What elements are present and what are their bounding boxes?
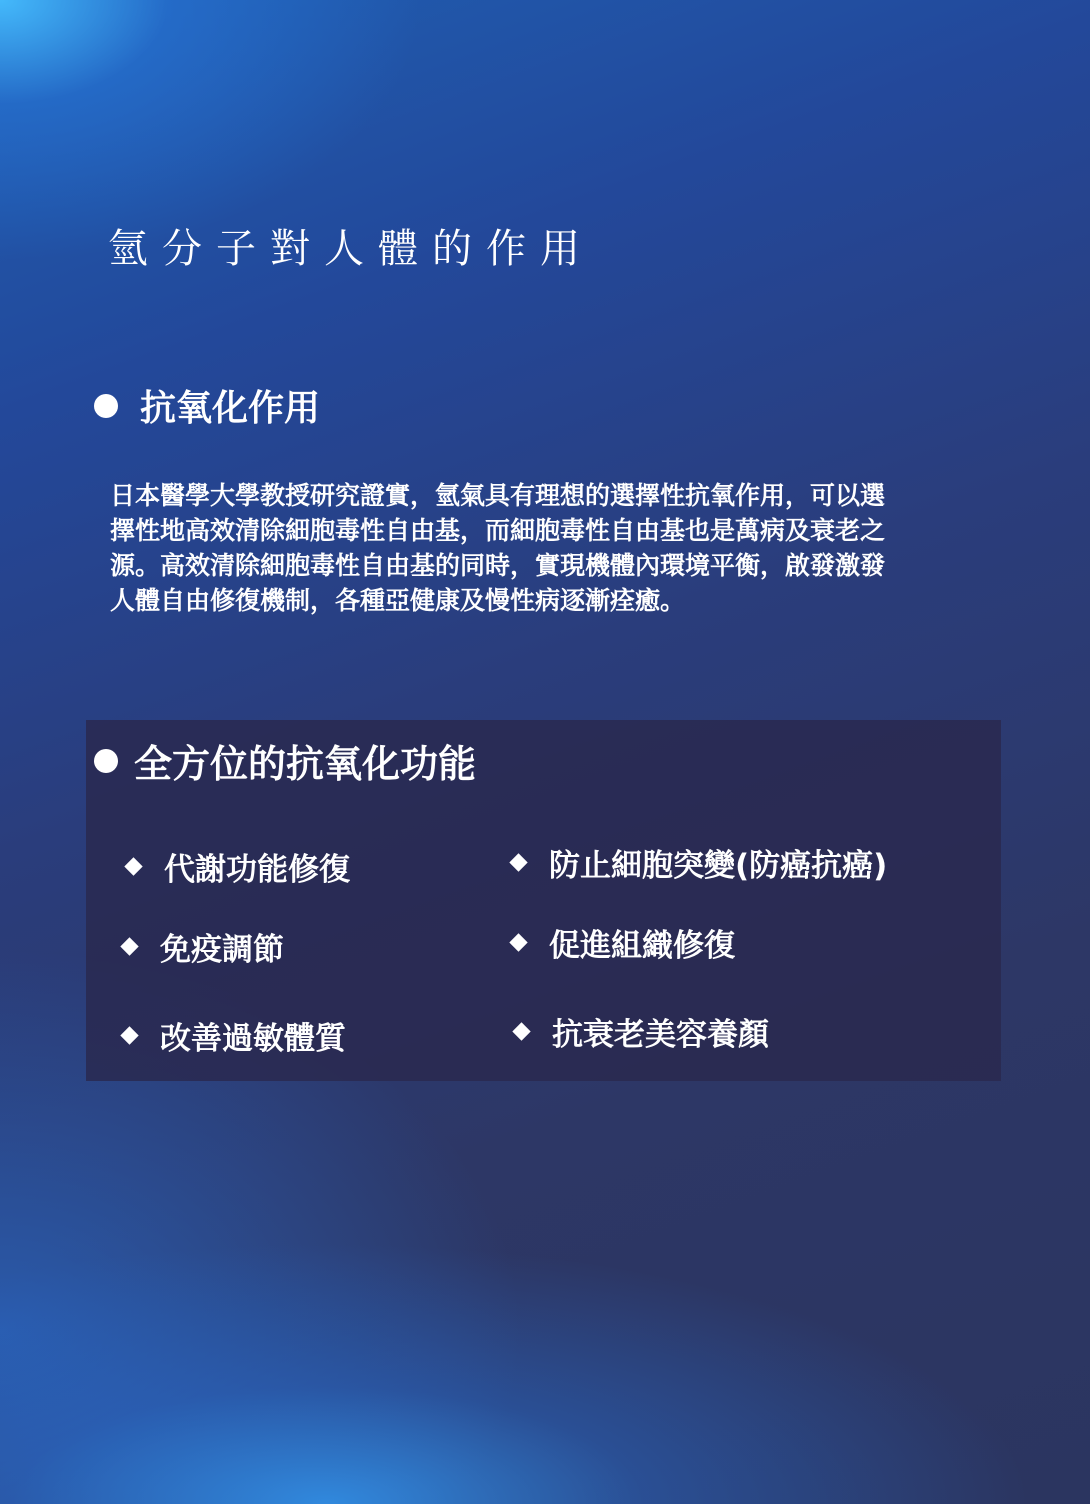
paragraph-line: 日本醫學大學教授研究證實，氫氣具有理想的選擇性抗氧作用，可以選	[110, 481, 886, 510]
diamond-bullet-icon	[120, 937, 138, 955]
feature-item	[123, 1013, 346, 1058]
feature-item	[123, 924, 284, 969]
paragraph-line: 擇性地高效清除細胞毒性自由基，而細胞毒性自由基也是萬病及衰老之	[110, 516, 886, 545]
diamond-bullet-icon	[512, 1022, 530, 1040]
section-heading-label: 抗氧化作用	[140, 388, 321, 429]
diamond-bullet-icon	[124, 857, 142, 875]
paragraph-line: 源。高效清除細胞毒性自由基的同時，實現機體內環境平衡，啟發激發	[110, 551, 886, 580]
section-heading-antioxidant	[94, 380, 320, 431]
feature-label: 促進組織修復	[549, 928, 735, 964]
feature-item	[512, 840, 887, 885]
feature-item	[127, 844, 350, 889]
section-heading-functions	[94, 733, 476, 788]
page-title: 氫分子對人體的作用	[108, 225, 594, 272]
bullet-dot-icon	[94, 394, 118, 418]
diamond-bullet-icon	[509, 853, 527, 871]
feature-item	[515, 1009, 769, 1054]
feature-label: 改善過敏體質	[160, 1021, 346, 1057]
feature-label: 代謝功能修復	[164, 852, 350, 888]
section-body-paragraph	[110, 478, 1002, 618]
diamond-bullet-icon	[509, 933, 527, 951]
bullet-dot-icon	[94, 749, 118, 773]
feature-label: 防止細胞突變(防癌抗癌)	[549, 848, 888, 884]
paragraph-line: 人體自由修復機制，各種亞健康及慢性病逐漸痊癒。	[110, 586, 686, 615]
feature-label: 免疫調節	[160, 932, 284, 968]
diamond-bullet-icon	[120, 1026, 138, 1044]
feature-item	[512, 920, 735, 965]
feature-label: 抗衰老美容養顏	[552, 1017, 769, 1053]
section-heading-label: 全方位的抗氧化功能	[134, 742, 477, 786]
